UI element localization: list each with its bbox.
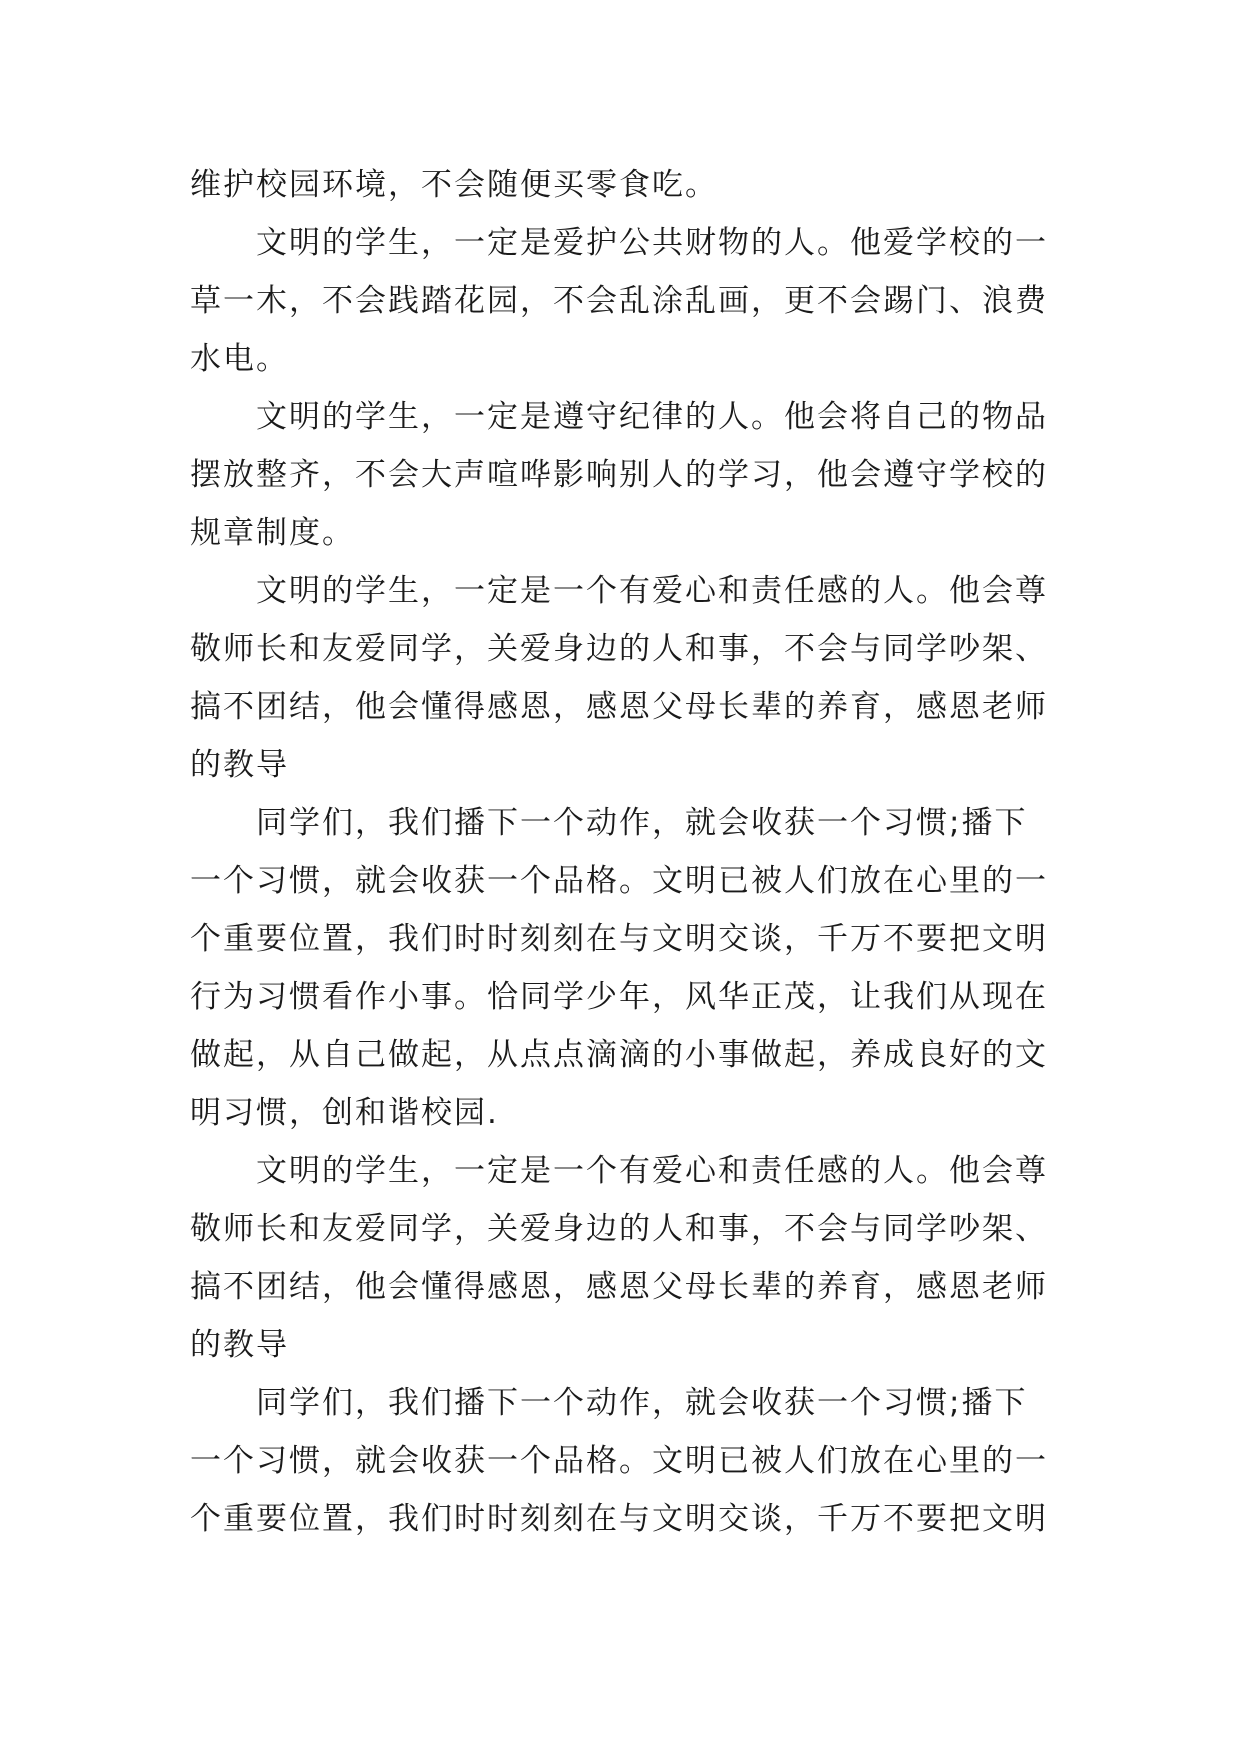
- document-body: [190, 156, 1050, 1548]
- text-line: 同学们，我们播下一个动作，就会收获一个习惯;播下: [256, 1385, 1028, 1421]
- text-line: 做起，从自己做起，从点点滴滴的小事做起，养成良好的文: [190, 1037, 1048, 1073]
- text-line: 水电。: [190, 341, 289, 377]
- text-line: 个重要位置，我们时时刻刻在与文明交谈，千万不要把文明: [190, 921, 1048, 957]
- text-line: 敬师长和友爱同学，关爱身边的人和事，不会与同学吵架、: [190, 631, 1048, 667]
- text-line: 敬师长和友爱同学，关爱身边的人和事，不会与同学吵架、: [190, 1211, 1048, 1247]
- text-line: 搞不团结，他会懂得感恩，感恩父母长辈的养育，感恩老师: [190, 689, 1048, 725]
- text-line: 明习惯，创和谐校园.: [190, 1095, 499, 1131]
- text-line: 规章制度。: [190, 515, 355, 551]
- text-line: 文明的学生，一定是遵守纪律的人。他会将自己的物品: [256, 399, 1048, 435]
- text-line: 个重要位置，我们时时刻刻在与文明交谈，千万不要把文明: [190, 1501, 1048, 1537]
- text-line: 行为习惯看作小事。恰同学少年，风华正茂，让我们从现在: [190, 979, 1048, 1015]
- text-line: 摆放整齐，不会大声喧哗影响别人的学习，他会遵守学校的: [190, 457, 1048, 493]
- text-line: 文明的学生，一定是爱护公共财物的人。他爱学校的一: [256, 225, 1048, 261]
- text-line: 一个习惯，就会收获一个品格。文明已被人们放在心里的一: [190, 863, 1048, 899]
- text-line: 草一木，不会践踏花园，不会乱涂乱画，更不会踢门、浪费: [190, 283, 1048, 319]
- text-line: 同学们，我们播下一个动作，就会收获一个习惯;播下: [256, 805, 1028, 841]
- text-line: 的教导: [190, 747, 289, 783]
- text-line: 文明的学生，一定是一个有爱心和责任感的人。他会尊: [256, 573, 1048, 609]
- text-line: 文明的学生，一定是一个有爱心和责任感的人。他会尊: [256, 1153, 1048, 1189]
- text-line: 维护校园环境，不会随便买零食吃。: [190, 167, 718, 203]
- text-line: 的教导: [190, 1327, 289, 1363]
- text-line: 一个习惯，就会收获一个品格。文明已被人们放在心里的一: [190, 1443, 1048, 1479]
- text-line: 搞不团结，他会懂得感恩，感恩父母长辈的养育，感恩老师: [190, 1269, 1048, 1305]
